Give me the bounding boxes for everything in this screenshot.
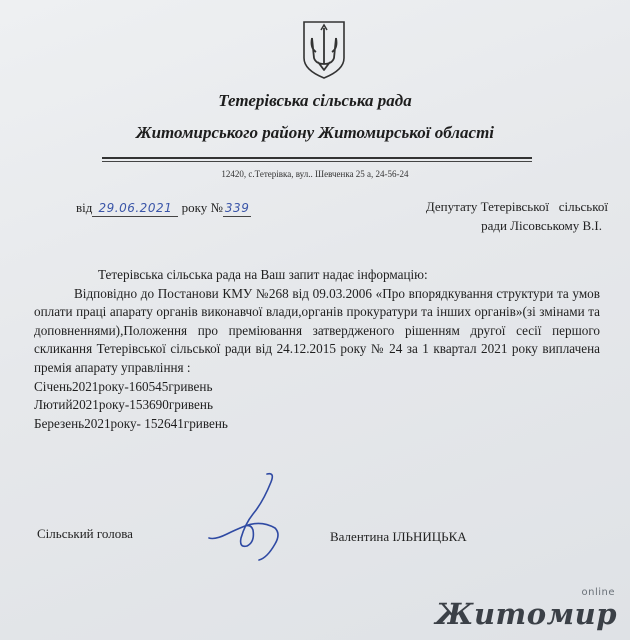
registration-line <box>76 200 251 217</box>
header-divider <box>102 157 532 159</box>
council-region: Житомирського району Житомирської області <box>135 123 495 142</box>
council-address: 12420, с.Тетерівка, вул.. Шевченка 25 а, 24-56-24 <box>221 169 409 179</box>
amount-february: Лютий2021року-153690гривень <box>34 397 213 413</box>
watermark-online: online <box>581 587 615 598</box>
recipient-line-1: Депутату Тетерівської сільської <box>425 199 608 214</box>
letter-intro: Тетерівська сільська рада на Ваш запит надає інформацію: <box>98 267 428 282</box>
letter-body <box>34 266 600 433</box>
trident-emblem-icon <box>300 18 348 80</box>
registration-prefix: від <box>76 200 93 215</box>
header-divider-thin <box>102 161 532 162</box>
registration-date: 29.06.2021 <box>98 201 173 215</box>
recipient-block <box>368 197 608 235</box>
handwritten-signature <box>205 468 285 564</box>
signature-title: Сільський голова <box>37 526 133 541</box>
registration-year-label: року № <box>181 200 223 215</box>
registration-number: 339 <box>224 201 250 215</box>
council-name: Тетерівська сільська рада <box>218 91 412 110</box>
amount-january: Січень2021року-160545гривень <box>34 378 213 394</box>
letter-paragraph: Відповідно до Постанови КМУ №268 від 09.03.2006 «Про впорядкування структури та умов оплати праці апарату органів виконавчої влади,органів прокуратури та інших органів»(зі змінами та доповненнями),Положення про преміювання затвердженого рішенням другої сесії першого скликання Тетерівської сільської ради від 24.12.2015 року № 24 за 1 квартал 2021 року виплачена премія апарату управління : <box>34 285 600 375</box>
watermark-logo <box>435 587 627 635</box>
amount-march: Березень2021року- 152641гривень <box>34 415 228 431</box>
recipient-line-2: ради Лісовському В.І. <box>481 218 602 233</box>
watermark-brand: Житомир <box>435 597 617 631</box>
signer-name: Валентина ІЛЬНИЦЬКА <box>330 529 467 544</box>
